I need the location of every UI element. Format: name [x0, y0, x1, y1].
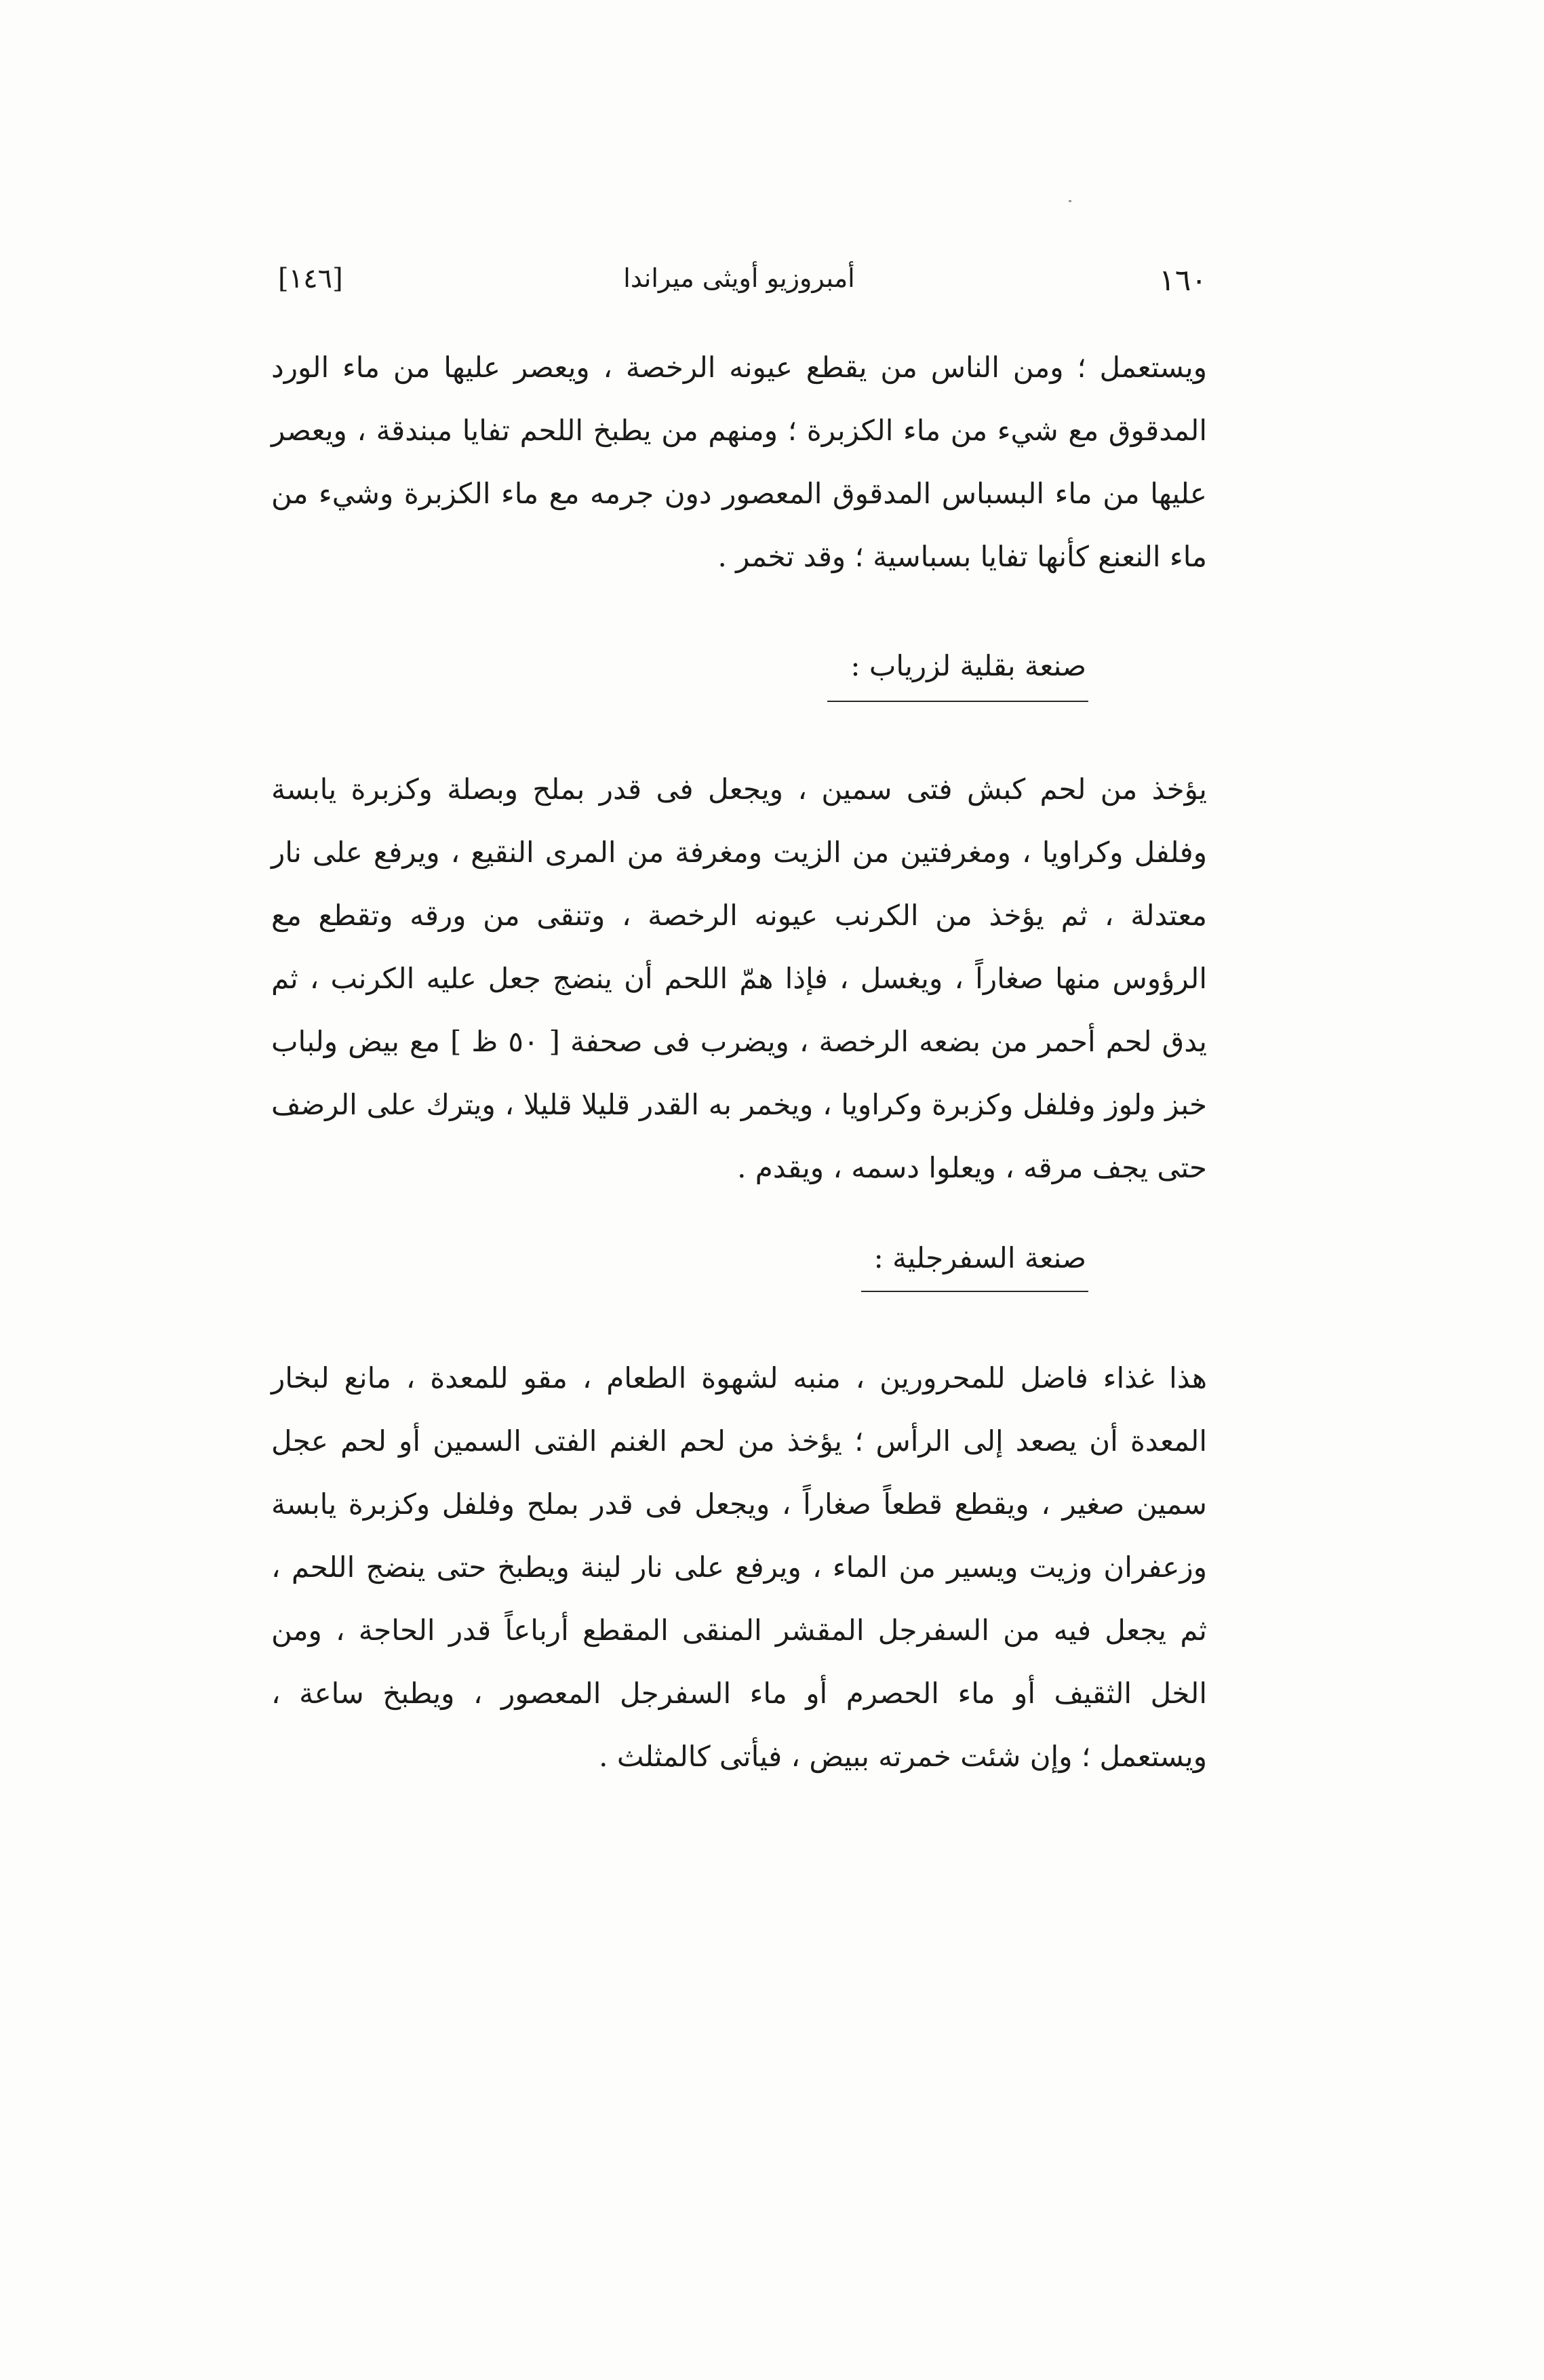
- page-header: [271, 256, 1207, 311]
- heading-underline: [827, 701, 1088, 702]
- page-number: ١٦٠: [1159, 263, 1207, 298]
- section-body-baqliya: يؤخذ من لحم كبش فتى سمين ، ويجعل فى قدر بملح وبصلة وكزبرة يابسة وفلفل وكراويا ، ومغرفتين من الزيت ومغرفة من المرى النقيع ، ويرفع على نار معتدلة ، ثم يؤخذ من الكرنب عيونه الرخصة ، وتنقى من ورقه وتقطع مع الرؤوس منها صغاراً ، ويغسل ، فإذا همّ اللحم أن ينضج جعل عليه الكرنب ، ثم يدق لحم أحمر من بضعه الرخصة ، ويضرب فى صحفة [ ٥٠ ظ ] مع بيض ولباب خبز ولوز وفلفل وكزبرة وكراويا ، ويخمر به القدر قليلا قليلا ، ويترك على الرضف حتى يجف مرقه ، ويعلوا دسمه ، ويقدم .: [271, 773, 1208, 1184]
- section-heading-baqliya: صنعة بقلية لزرياب :: [850, 649, 1086, 682]
- section-body-safarjaliya: هذا غذاء فاضل للمحرورين ، منبه لشهوة الطعام ، مقو للمعدة ، مانع لبخار المعدة أن يصعد إلى الرأس ؛ يؤخذ من لحم الغنم الفتى السمين أو لحم عجل سمين صغير ، ويقطع قطعاً صغاراً ، ويجعل فى قدر بملح وفلفل وكزبرة يابسة وزعفران وزيت ويسير من الماء ، ويرفع على نار لينة ويطبخ حتى ينضج اللحم ، ثم يجعل فيه من السفرجل المقشر المنقى المقطع أرباعاً قدر الحاجة ، ومن الخل الثقيف أو ماء الحصرم أو ماء السفرجل المعصور ، ويطبخ ساعة ، ويستعمل ؛ وإن شئت خمرته ببيض ، فيأتى كالمثلث .: [271, 1361, 1207, 1773]
- intro-paragraph: ويستعمل ؛ ومن الناس من يقطع عيونه الرخصة ، ويعصر عليها من ماء الورد المدقوق مع شيء من ماء الكزبرة ؛ ومنهم من يطبخ اللحم تفايا مبندقة ، ويعصر عليها من ماء البسباس المدقوق المعصور دون جرمه مع ماء الكزبرة وشيء من ماء النعنع كأنها تفايا بسباسية ؛ وقد تخمر .: [271, 351, 1207, 573]
- paper-speck: [1069, 200, 1071, 202]
- heading-underline: [861, 1291, 1088, 1292]
- folio-reference: [١٤٦]: [278, 263, 343, 294]
- running-title: أمبروزيو أويثى ميراندا: [623, 263, 855, 293]
- section-heading-safarjaliya: صنعة السفرجلية :: [873, 1241, 1086, 1274]
